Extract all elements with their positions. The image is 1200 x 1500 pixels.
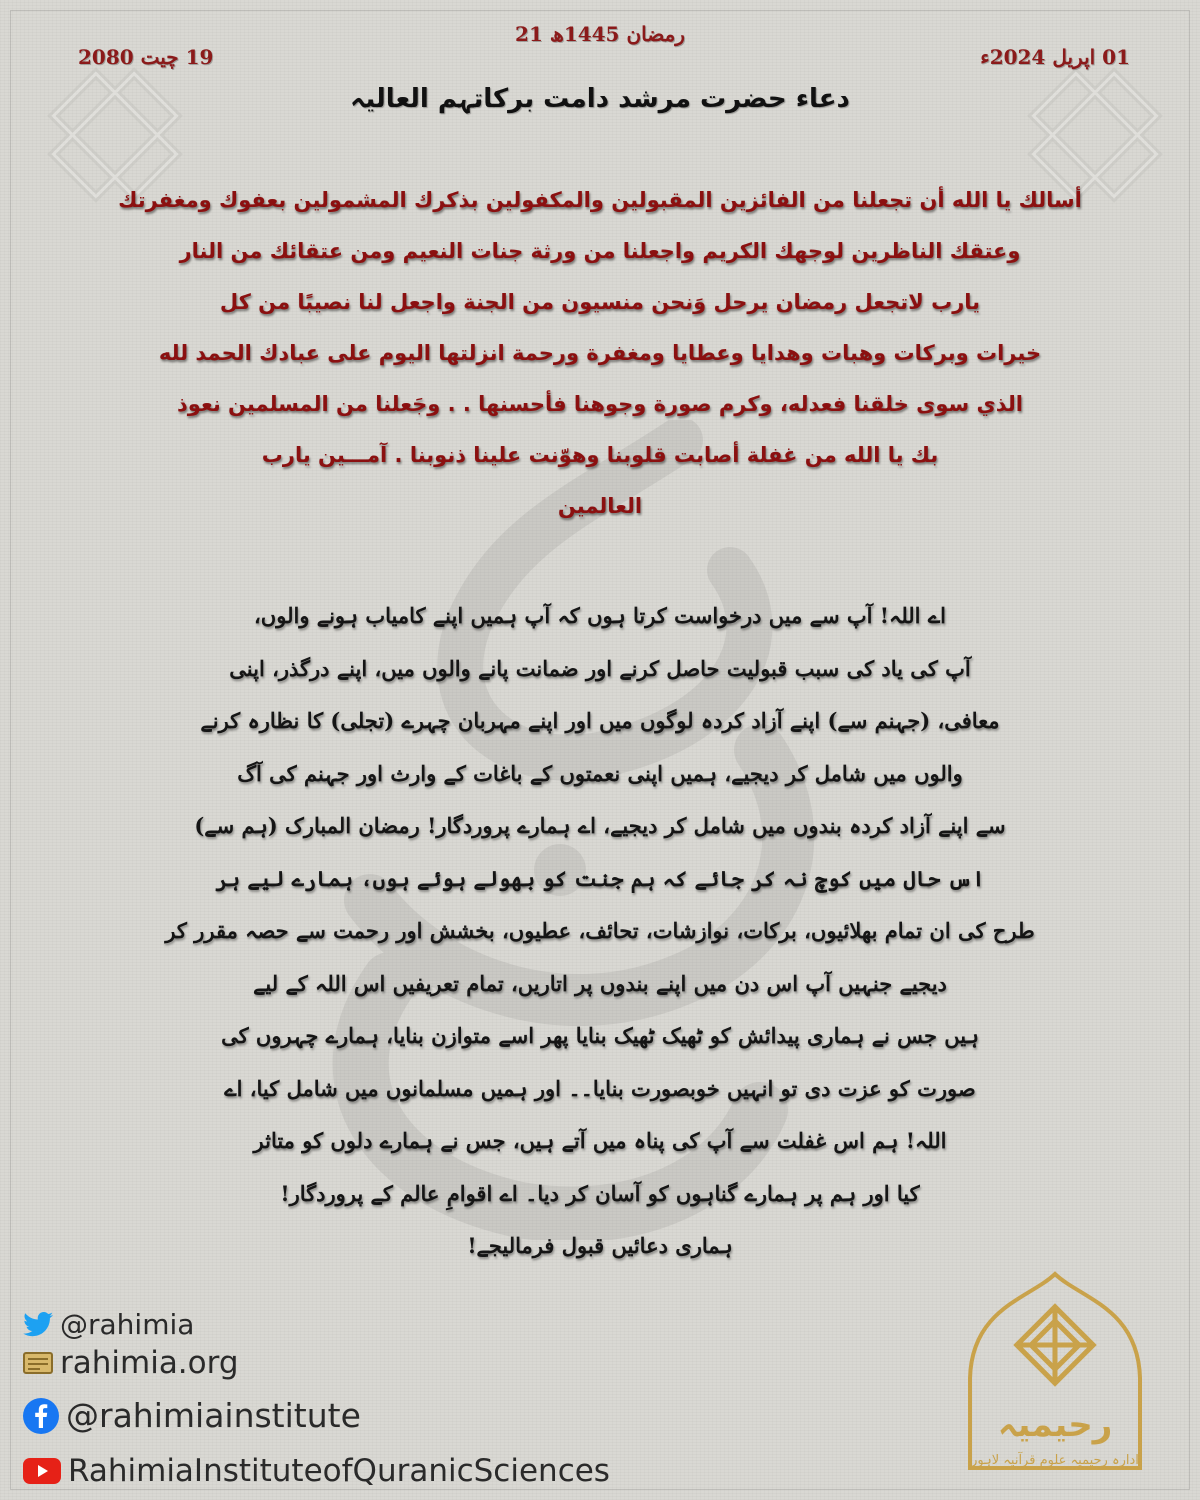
logo-name: رحیمیہ [997,1405,1113,1445]
website-link[interactable] [22,1345,239,1381]
facebook-icon [22,1397,60,1435]
urdu-line: اس حال میں کوچ نہ کر جائے کہ ہم جنت کو بھولے ہوئے ہوں، ہمارے لیے ہر [215,865,985,891]
hijri-date: 21 رمضان 1445ھ [515,22,685,46]
web-icon [22,1349,54,1377]
facebook-handle[interactable] [22,1396,361,1435]
urdu-line: اللہ! ہم اس غفلت سے آپ کی پناہ میں آتے ہیں، جس نے ہمارے دلوں کو متاثر [253,1128,947,1153]
urdu-line: صورت کو عزت دی تو انہیں خوبصورت بنایا۔۔ اور ہمیں مسلمانوں میں شامل کیا، اے [224,1075,976,1101]
website-text: rahimia.org [60,1345,239,1381]
urdu-line: معافی، (جہنم سے) اپنے آزاد کردہ لوگوں میں اور اپنے مہربان چہرے (تجلی) کا نظارہ کرنے [200,708,1000,733]
knot-emblem-icon [1016,1306,1094,1384]
youtube-text: RahimiaInstituteofQuranicSciences [68,1453,610,1489]
logo-subtitle: ادارہ رحیمیہ علوم قرآنیہ لاہور [971,1453,1139,1468]
arabic-line: أسالك يا الله أن تجعلنا من الفائزين المقبولين والمكفولين بذكرك المشمولين بعفوك ومغفرتك [118,188,1082,212]
urdu-line: طرح کی ان تمام بھلائیوں، برکات، نوازشات، تحائف، عطیوں، بخشش اور رحمت سے حصہ مقرر کر [165,918,1035,943]
arabic-line: خيرات وبركات وهبات وهدايا وعطايا ومغفرة ورحمة انزلتها اليوم على عبادك الحمد لله [158,341,1042,365]
urdu-translation [160,590,1040,1273]
urdu-line: ہیں جس نے ہماری پیدائش کو ٹھیک ٹھیک بنایا پھر اسے متوازن بنایا، ہمارے چہروں کی [221,1023,979,1048]
rahimia-logo [950,1268,1160,1493]
arabic-line: يارب لاتجعل رمضان يرحل وَنحن منسيون من الجنة واجعل لنا نصيبًا من كل [219,290,981,314]
arabic-dua [95,175,1105,532]
urdu-line: ہماری دعائیں قبول فرمالیجے! [467,1233,733,1258]
arabic-line: وعتقك الناظرين لوجهك الكريم واجعلنا من ورثة جنات النعيم ومن عتقائك من النار [179,239,1021,263]
twitter-icon [22,1312,54,1338]
urdu-line: دیجیے جنہیں آپ اس دن میں اپنے بندوں پر اتاریں، تمام تعریفیں اس اللہ کے لیے [253,970,947,996]
page-title: دعاء حضرت مرشد دامت برکاتہم العالیہ [350,84,850,114]
youtube-icon [22,1457,62,1485]
arabic-line: الذي سوى خلقنا فعدله، وكرم صورة وجوهنا فأحسنها . . وجَعلنا من المسلمين نعوذ [177,392,1023,416]
urdu-line: سے اپنے آزاد کردہ بندوں میں شامل کر دیجیے، اے ہمارے پروردگار! رمضان المبارک (ہم سے) [194,813,1006,838]
urdu-line: آپ کی یاد کی سبب قبولیت حاصل کرنے اور ضمانت پانے والوں میں، اپنے درگذر، اپنی [229,655,971,681]
urdu-line: اے اللہ! آپ سے میں درخواست کرتا ہوں کہ آپ ہمیں اپنے کامیاب ہونے والوں، [254,603,946,628]
urdu-line: کیا اور ہم پر ہمارے گناہوں کو آسان کر دیا۔ اے اقوامِ عالم کے پروردگار! [280,1180,920,1206]
urdu-line: والوں میں شامل کر دیجیے، ہمیں اپنی نعمتوں کے باغات کے وارث اور جہنم کی آگ [237,760,963,786]
arabic-line: العالمين [557,494,643,518]
bikrami-date: 19 چیت 2080 [78,45,214,69]
twitter-handle[interactable] [22,1308,194,1341]
gregorian-date: 01 اپریل 2024ء [980,45,1130,69]
facebook-text: @rahimiainstitute [66,1396,361,1435]
arabic-line: بك يا الله من غفلة أصابت قلوبنا وهوّنت علينا ذنوبنا . آمـــين يارب [261,443,939,467]
twitter-handle-text: @rahimia [60,1308,195,1341]
youtube-channel[interactable] [22,1453,610,1489]
